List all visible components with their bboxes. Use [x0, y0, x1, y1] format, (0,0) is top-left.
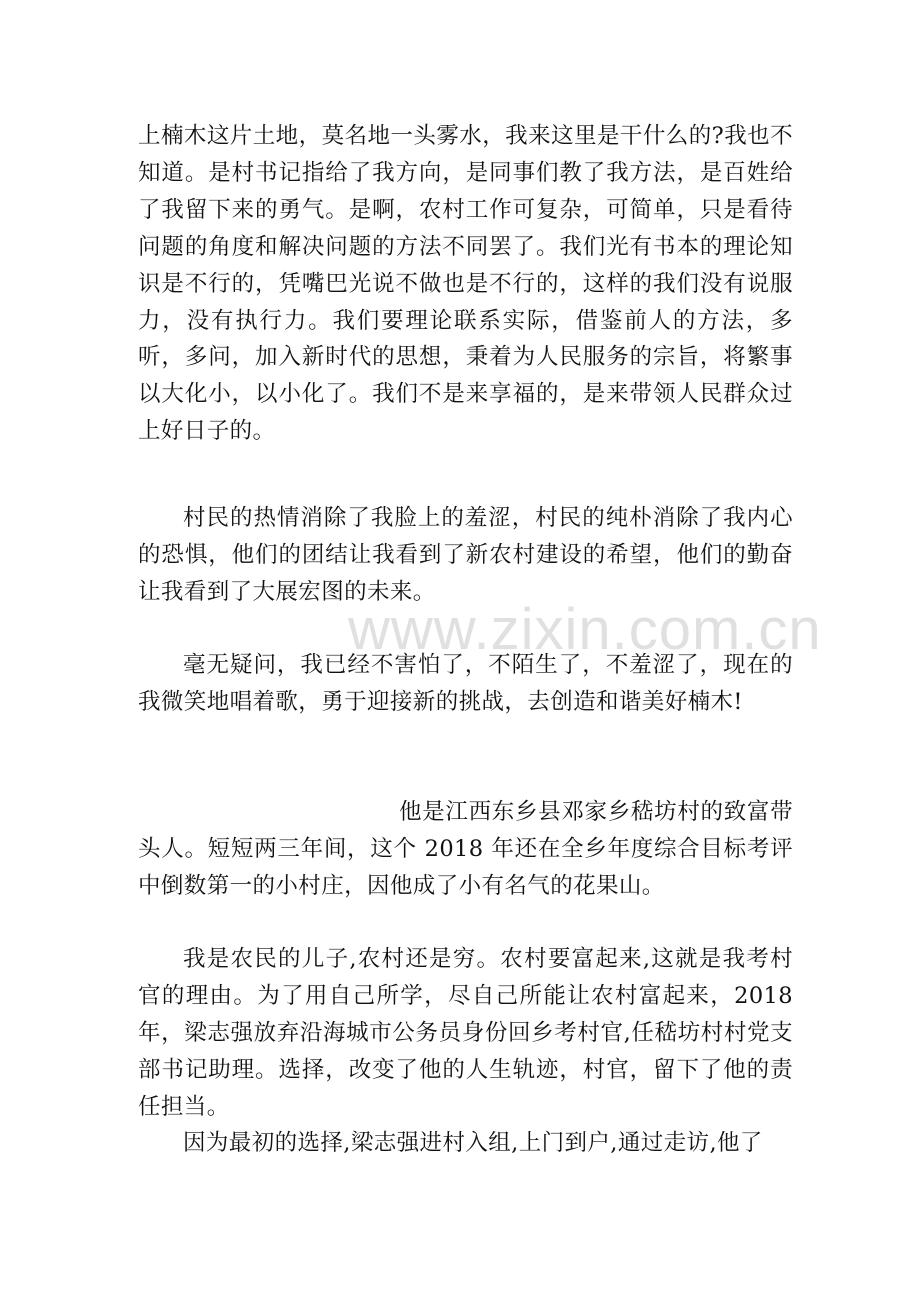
paragraph-nanmu-reflection: 上楠木这片土地，莫名地一头雾水，我来这里是干什么的?我也不知道。是村书记指给了我方向，是同事们教了我方法，是百姓给了我留下来的勇气。是啊，农村工作可复杂，可简单，只是看待问题的角度和解决问题的方法不同罢了。我们光有书本的理论知识是不行的，凭嘴巴光说不做也是不行的，这样的我们没有说服力，没有执行力。我们要理论联系实际，借鉴前人的方法，多听，多问，加入新时代的思想，秉着为人民服务的宗旨，将繁事以大化小，以小化了。我们不是来享福的，是来带领人民群众过上好日子的。 — [138, 123, 793, 445]
watermark: www.zixin.com.cn — [348, 597, 822, 662]
paragraph-farmer-son: 我是农民的儿子,农村还是穷。农村要富起来,这就是我考村官的理由。为了用自己所学，尽自己所能让农村富起来，2018 年，梁志强放弃沿海城市公务员身份回乡考村官,任嵇坊村村党支部书记助理。选择，改变了他的人生轨迹，村官，留下了他的责任担当。 — [138, 946, 793, 1120]
paragraph-first-choice: 因为最初的选择,梁志强进村入组,上门到户,通过走访,他了 — [183, 1130, 763, 1156]
paragraph-villagers: 村民的热情消除了我脸上的羞涩，村民的纯朴消除了我内心的恐惧，他们的团结让我看到了新农村建设的希望，他们的勤奋让我看到了大展宏图的未来。 — [138, 505, 793, 605]
paragraph-no-doubt: 毫无疑问，我已经不害怕了，不陌生了，不羞涩了，现在的我微笑地唱着歌，勇于迎接新的挑战，去创造和谐美好楠木! — [138, 652, 793, 715]
paragraph-leader-intro: 他是江西东乡县邓家乡嵇坊村的致富带头人。短短两三年间，这个 2018 年还在全乡年度综合目标考评中倒数第一的小村庄，因他成了小有名气的花果山。 — [138, 799, 793, 899]
